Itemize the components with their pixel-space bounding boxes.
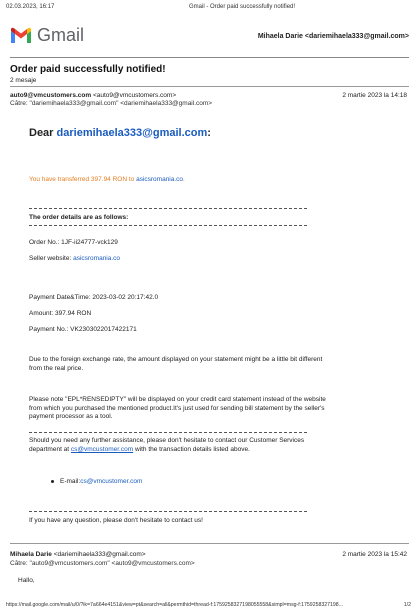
divider — [10, 57, 409, 58]
message-sender — [10, 92, 176, 99]
message-body-start: Hallo, — [18, 577, 35, 584]
descriptor-note: Please note "EPL*RENSEDIPTY" will be displayed on your credit card statement instead of the website from which you purchased the mentioned product.It's just used for sending bill statement by the seller's payment processor as a tool. — [29, 396, 326, 420]
details-heading: The order details are as follows: — [29, 214, 129, 221]
transfer-end: . — [183, 176, 185, 183]
message-recipient: Către: "dariemihaela333@gmail.com" <dariemihaela333@gmail.com> — [10, 100, 213, 107]
bullet-icon — [51, 480, 54, 483]
message-recipient: Către: "auto9@vmcustomers.com" <auto9@vmcustomers.com> — [10, 560, 195, 567]
divider — [10, 86, 409, 87]
greeting-suffix: : — [207, 127, 211, 139]
sender-name: auto9@vmcustomers.com — [10, 92, 92, 99]
thread-subject: Order paid successfully notified! — [10, 64, 166, 75]
dashed-separator — [29, 511, 307, 512]
seller-link[interactable]: asicsromania.co — [73, 255, 121, 262]
payment-datetime: Payment Date&Time: 2023-03-02 20:17:42.0 — [29, 294, 159, 301]
print-datetime: 02.03.2023, 16:17 — [6, 4, 55, 10]
payment-amount: Amount: 397.94 RON — [29, 310, 92, 317]
seller-website — [29, 255, 120, 262]
sender-name: Mihaela Darie — [10, 551, 52, 558]
assistance-text: Should you need any further assistance, please don't hesitate to contact our Customer Services department at — [29, 437, 305, 453]
print-url: https://mail.google.com/mail/u/0/?ik=7a664e4151&view=pt&search=all&permthid=thread-f:1759258327198055558&simpl=msg-f:1759258327198... — [6, 602, 343, 608]
print-page-number: 1/2 — [403, 602, 411, 608]
print-page-title: Gmail - Order paid successfully notified! — [189, 4, 296, 10]
closing-line: If you have any question, please don't hesitate to contact us! — [29, 517, 203, 524]
transfer-notice — [29, 176, 185, 183]
sender-address: <auto9@vmcustomers.com> — [92, 92, 177, 99]
assistance-note — [29, 437, 334, 454]
gmail-wordmark: Gmail — [37, 25, 85, 45]
transfer-text: You have transferred 397.94 RON to — [29, 176, 137, 183]
dashed-separator — [29, 225, 307, 226]
transfer-merchant-link[interactable]: asicsromania.co — [136, 176, 184, 183]
order-number: Order No.: 1JF-ii24777-vck129 — [29, 239, 118, 246]
message-date: 2 martie 2023 la 14:18 — [342, 92, 407, 99]
greeting — [29, 127, 211, 139]
sender-address: <dariemihaela333@gmail.com> — [53, 551, 146, 558]
payment-number: Payment No.: VK2303022017422171 — [29, 326, 137, 333]
email-bullet-item — [51, 478, 142, 485]
divider — [10, 543, 409, 544]
dashed-separator — [29, 432, 307, 433]
email-label: E-mail: — [60, 478, 81, 485]
message-count: 2 mesaje — [10, 77, 37, 84]
message-sender — [10, 551, 146, 558]
greeting-email-link[interactable]: dariemihaela333@gmail.com — [56, 127, 208, 139]
dashed-separator — [29, 208, 307, 209]
gmail-m-icon — [10, 27, 32, 44]
exchange-rate-note: Due to the foreign exchange rate, the amount displayed on your statement might be a little bit different from the real price. — [29, 356, 323, 372]
greeting-prefix: Dear — [29, 127, 57, 139]
gmail-logo[interactable] — [10, 25, 84, 46]
message-date: 2 martie 2023 la 15:42 — [342, 551, 407, 558]
support-email-link[interactable]: cs@vmcustomer.com — [70, 445, 134, 453]
account-label: Mihaela Darie <dariemihaela333@gmail.com> — [257, 33, 409, 40]
assistance-text-end: with the transaction details listed above. — [133, 445, 250, 453]
contact-email-link[interactable]: cs@vmcustomer.com — [80, 478, 143, 485]
seller-label: Seller website: — [29, 255, 74, 262]
